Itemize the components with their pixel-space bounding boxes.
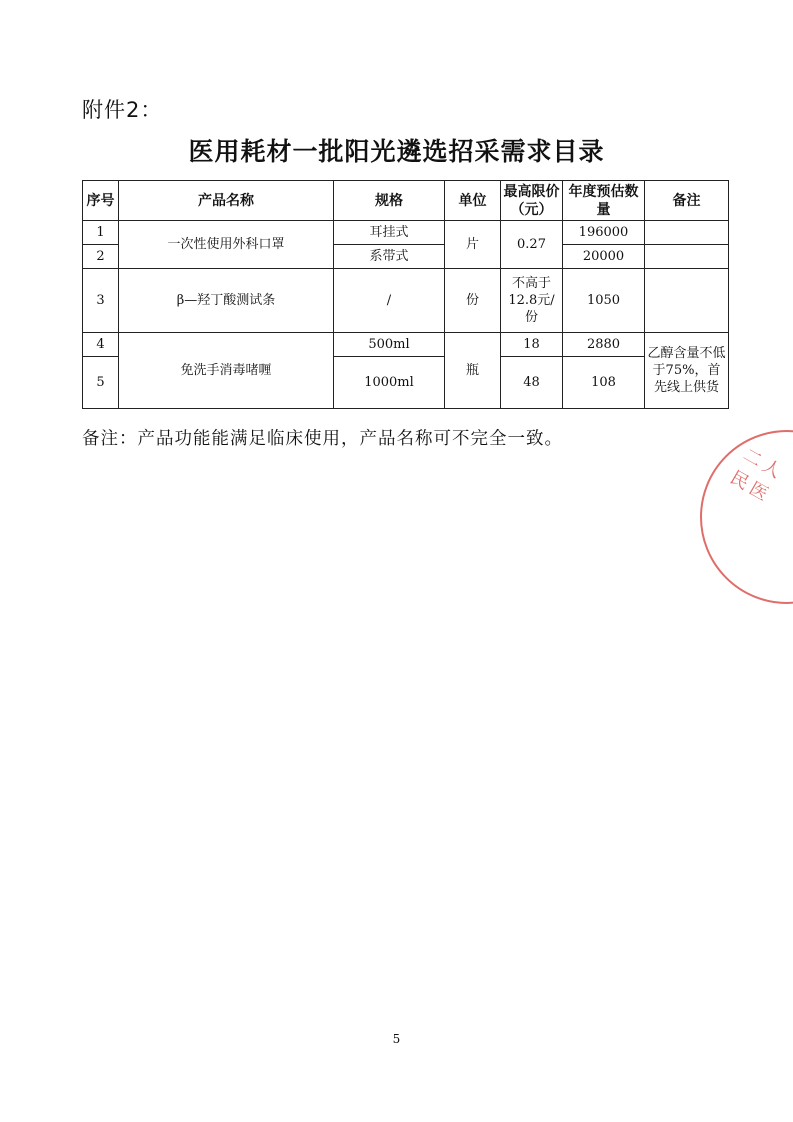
header-spec: 规格 (334, 181, 445, 221)
cell-remark: 乙醇含量不低于75%，首先线上供货 (645, 333, 729, 409)
cell-annual-qty: 2880 (563, 333, 645, 357)
cell-remark (645, 269, 729, 333)
cell-remark (645, 245, 729, 269)
cell-unit: 片 (445, 221, 501, 269)
header-remark: 备注 (645, 181, 729, 221)
header-product-name: 产品名称 (119, 181, 334, 221)
header-max-price: 最高限价（元） (501, 181, 563, 221)
cell-max-price: 18 (501, 333, 563, 357)
table-row (83, 269, 729, 333)
cell-product-name: β—羟丁酸测试条 (119, 269, 334, 333)
cell-annual-qty: 108 (563, 357, 645, 409)
header-unit: 单位 (445, 181, 501, 221)
header-seq: 序号 (83, 181, 119, 221)
document-title: 医用耗材一批阳光遴选招采需求目录 (188, 137, 605, 166)
cell-spec: / (334, 269, 445, 333)
cell-seq: 2 (83, 245, 119, 269)
cell-spec: 1000ml (334, 357, 445, 409)
cell-seq: 1 (83, 221, 119, 245)
cell-spec: 系带式 (334, 245, 445, 269)
cell-seq: 5 (83, 357, 119, 409)
cell-max-price: 0.27 (501, 221, 563, 269)
cell-spec: 耳挂式 (334, 221, 445, 245)
cell-annual-qty: 20000 (563, 245, 645, 269)
requirements-table (82, 180, 729, 409)
cell-max-price: 48 (501, 357, 563, 409)
cell-product-name: 一次性使用外科口罩 (119, 221, 334, 269)
cell-spec: 500ml (334, 333, 445, 357)
seal-text: 二人民医 (726, 444, 788, 508)
cell-seq: 4 (83, 333, 119, 357)
cell-product-name: 免洗手消毒啫喱 (119, 333, 334, 409)
cell-annual-qty: 1050 (563, 269, 645, 333)
cell-unit: 份 (445, 269, 501, 333)
footnote: 备注：产品功能能满足临床使用，产品名称可不完全一致。 (82, 429, 563, 449)
table-row (83, 333, 729, 357)
cell-max-price: 不高于12.8元/份 (501, 269, 563, 333)
cell-unit: 瓶 (445, 333, 501, 409)
table-row (83, 221, 729, 245)
table-header-row (83, 181, 729, 221)
header-annual-qty: 年度预估数量 (563, 181, 645, 221)
cell-seq: 3 (83, 269, 119, 333)
page-number: 5 (392, 1032, 401, 1046)
cell-annual-qty: 196000 (563, 221, 645, 245)
cell-remark (645, 221, 729, 245)
attachment-label: 附件2： (82, 98, 163, 122)
